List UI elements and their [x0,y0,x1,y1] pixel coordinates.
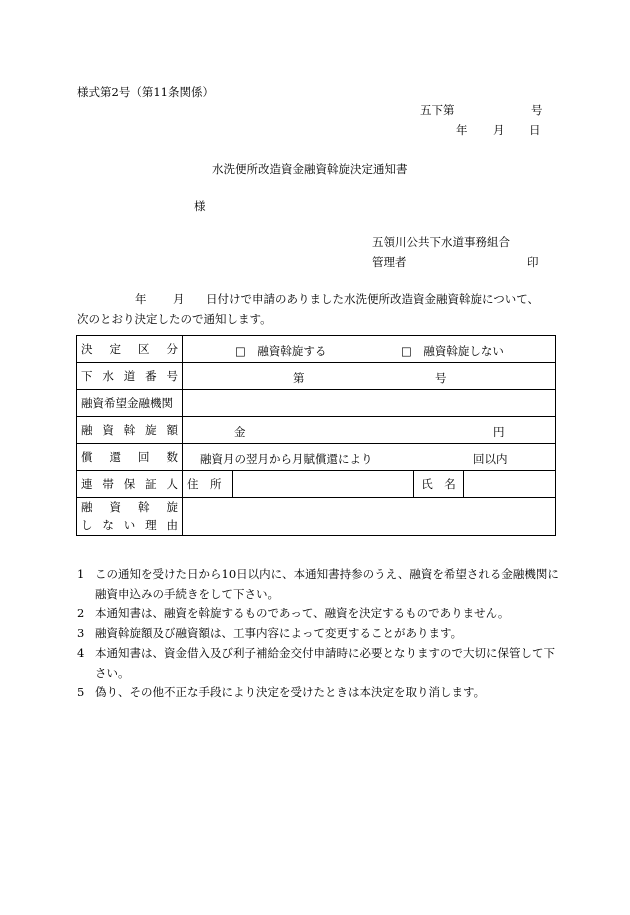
sewer-number-suffix: 号 [435,371,447,385]
row-repayment [77,444,556,471]
option-decline-checkbox[interactable]: □ 融資斡旋しない [401,344,504,358]
issue-number-suffix: 号 [531,103,543,117]
date-month: 月 [493,123,505,137]
note-text: この通知を受けた日から10日以内に、本通知書持参のうえ、融資を希望される金融機関に融資申込みの手続きをして下さい。 [95,567,559,601]
note-text: 本通知書は、資金借入及び利子補給金交付申請時に必要となりますので大切に保管して下さい。 [95,645,555,680]
sewer-number-prefix: 第 [293,371,305,385]
reason-label-line2: し な い 理 由 [81,518,178,533]
row-guarantor [77,471,556,498]
note-number: 2 [77,606,85,621]
amount-prefix: 金 [234,425,246,439]
repayment-label: 償 還 回 数 [81,450,178,464]
reason-field[interactable] [183,498,556,536]
note-number: 5 [77,685,85,700]
repayment-text: 融資月の翌月から月賦償還により [200,452,373,466]
address-field[interactable] [233,471,414,498]
address-label: 住 所 [183,471,233,498]
amount-suffix: 円 [493,425,505,439]
intro-line-2: 次のとおり決定したので通知します。 [77,312,272,326]
bank-label: 融資希望金融機関 [77,390,183,417]
issuer-organization: 五領川公共下水道事務組合 [372,235,510,249]
bank-field[interactable] [183,390,556,417]
document-title: 水洗便所改造資金融資斡旋決定通知書 [212,162,408,176]
issue-number-prefix: 五下第 [420,103,455,117]
amount-label: 融 資 斡 旋 額 [81,423,178,437]
guarantor-label: 連 帯 保 証 人 [81,477,178,491]
notes-list [77,565,562,703]
name-label: 氏 名 [414,471,464,498]
decision-label: 決 定 区 分 [81,342,178,356]
seal-mark: 印 [527,255,539,269]
note-item [77,604,562,624]
row-reason [77,498,556,536]
note-number: 1 [77,567,85,581]
repayment-suffix: 回以内 [473,452,508,466]
decision-table [76,335,556,536]
note-item [77,624,562,644]
form-number: 様式第2号（第11条関係） [77,85,214,99]
issue-number [420,103,543,118]
note-number: 4 [77,645,85,660]
row-decision [77,336,556,363]
intro-year: 年 [135,292,147,306]
note-text: 融資斡旋額及び融資額は、工事内容によって変更することがあります。 [95,626,463,641]
date-day: 日 [529,123,541,137]
note-item [77,683,562,703]
note-text: 本通知書は、融資を斡旋するものであって、融資を決定するものでありません。 [95,606,510,621]
name-field[interactable] [464,471,556,498]
recipient-suffix: 様 [194,199,206,213]
note-number: 3 [77,626,85,641]
option-approve-checkbox[interactable]: □ 融資斡旋する [235,344,327,358]
issuer-manager-label: 管理者 [372,255,407,269]
row-amount [77,417,556,444]
reason-label-line1: 融 資 斡 旋 [81,500,178,514]
note-text: 偽り、その他不正な手段により決定を受けたときは本決定を取り消します。 [95,685,486,700]
intro-month: 月 [173,292,185,306]
row-bank [77,390,556,417]
row-sewer-number [77,363,556,390]
sewer-number-label: 下 水 道 番 号 [81,369,178,383]
note-item [77,644,562,683]
intro-rest: 日付けで申請のありました水洗便所改造資金融資斡旋について、 [206,292,540,306]
note-item [77,565,562,604]
date-year: 年 [456,123,468,137]
